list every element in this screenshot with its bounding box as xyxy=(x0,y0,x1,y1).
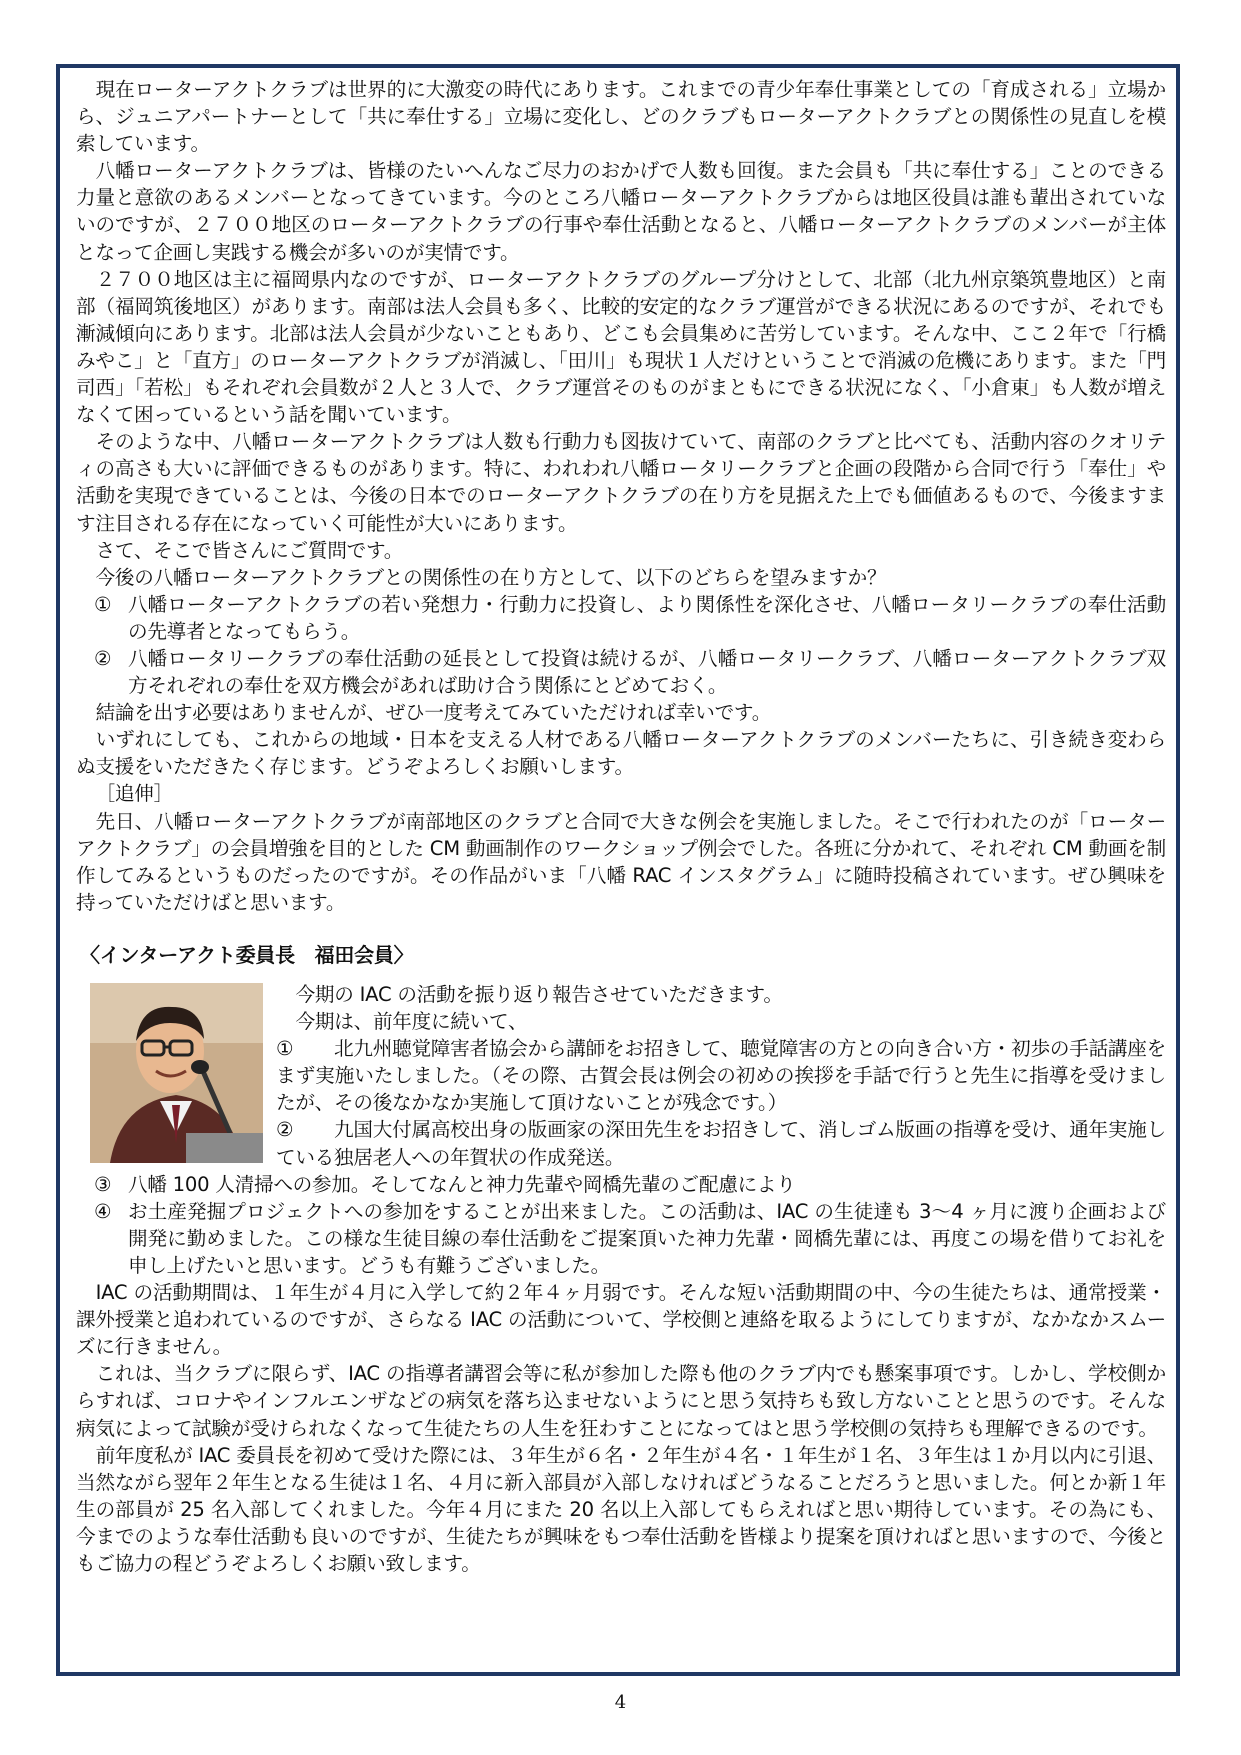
page-border-frame xyxy=(56,64,1180,1676)
activity-number: ③ xyxy=(94,1172,112,1196)
activity-number: ② xyxy=(276,1118,294,1142)
paragraph: これは、当クラブに限らず、IAC の指導者講習会等に私が参加した際も他のクラブ内でも懸案事項です。しかし、学校側からすれば、コロナやインフルエンザなどの病気を落ち込ませないようにと思う気持ちも致し方ないことと思うのです。そんな病気によって試験が受けられなくなって生徒たちの人生を狂わすことになってはと思う学校側の気持ちも理解できるのです。 xyxy=(76,1362,1166,1440)
iac-section-heading: 〈インターアクト委員長 福田会員〉 xyxy=(80,942,414,967)
option-number: ① xyxy=(94,592,112,616)
activity-text: お土産発掘プロジェクトへの参加をすることが出来ました。この活動は、IAC の生徒達も 3～4 ヶ月に渡り企画および開発に勤めました。この様な生徒目線の奉仕活動をご提案頂いた神力先輩・岡橋先輩には、再度この場を借りてお礼を申し上げたいと思います。どうも有難うございました。 xyxy=(128,1199,1166,1277)
activity-item xyxy=(276,1035,1166,1116)
iac-text-beside-photo xyxy=(276,981,1166,1171)
closing-paragraph: 結論を出す必要はありませんが、ぜひ一度考えてみていただければ幸いです。 xyxy=(95,701,772,725)
option-item xyxy=(76,591,1166,645)
paragraph: IAC の活動期間は、１年生が４月に入学して約２年４ヶ月弱です。そんな短い活動期間の中、今の生徒たちは、通常授業・課外授業と追われているのですが、さらなる IAC の活動について、学校側と連絡を取るようにしてりますが、なかなかスムーズに行きません。 xyxy=(76,1281,1166,1359)
rac-section xyxy=(76,76,1166,916)
paragraph: そのような中、八幡ローターアクトクラブは人数も行動力も図抜けていて、南部のクラブと比べても、活動内容のクオリティの高さも大いに評価できるものがあります。特に、われわれ八幡ロータリークラブと企画の段階から合同で行う「奉仕」や活動を実現できていることは、今後の日本でのローターアクトクラブの在り方を見据えた上でも価値あるもので、今後ますます注目される存在になっていく可能性が大いにあります。 xyxy=(76,430,1166,535)
page-content xyxy=(76,76,1166,1577)
activity-text: 北九州聴覚障害者協会から講師をお招きして、聴覚障害の方との向き合い方・初歩の手話講座をまず実施いたしました。（その際、古賀会長は例会の初めの挨拶を手話で行うと先生に指導を受けましたが、その後なかなか実施して頂けないことが残念です。） xyxy=(276,1037,1166,1115)
iac-section xyxy=(76,981,1166,1577)
paragraph: 前年度私が IAC 委員長を初めて受けた際には、３年生が６名・２年生が４名・１年生が１名、３年生は１か月以内に引退、当然ながら翌年２年生となる生徒は１名、４月に新入部員が入部しなければどうなることだろうと思いました。何とか新１年生の部員が 25 名入部してくれました。今年４月にまた 20 名以上入部してもらえればと思い期待しています。その為にも、今までのような奉仕活動も良いのですが、生徒たちが興味をもつ奉仕活動を皆様より提案を頂ければと思いますので、今後ともご協力の程どうぞよろしくお願い致します。 xyxy=(76,1443,1166,1575)
paragraph: 今後の八幡ローターアクトクラブとの関係性の在り方として、以下のどちらを望みますか？ xyxy=(95,565,887,589)
paragraph: 現在ローターアクトクラブは世界的に大激変の時代にあります。これまでの青少年奉仕事業としての「育成される」立場から、ジュニアパートナーとして「共に奉仕する」立場に変化し、どのクラブもローターアクトクラブとの関係性の見直しを模索しています。 xyxy=(76,78,1166,156)
speaker-photo-illustration xyxy=(90,983,263,1163)
paragraph: 今期は、前年度に続いて、 xyxy=(295,1010,528,1034)
closing-paragraph: いずれにしても、これからの地域・日本を支える人材である八幡ローターアクトクラブのメンバーたちに、引き続き変わらぬ支援をいただきたく存じます。どうぞよろしくお願いします。 xyxy=(76,728,1166,779)
activity-number: ① xyxy=(276,1037,294,1061)
page-number: 4 xyxy=(614,1692,627,1713)
activity-item xyxy=(76,1171,1166,1198)
postscript-paragraph: 先日、八幡ローターアクトクラブが南部地区のクラブと合同で大きな例会を実施しました。そこで行われたのが「ローターアクトクラブ」の会員増強を目的とした CM 動画制作のワークショップ例会でした。各班に分かれて、それぞれ CM 動画を制作してみるというものだったのですが。その作品がいま「八幡 RAC インスタグラム」に随時投稿されています。ぜひ興味を持っていただけばと思います。 xyxy=(76,809,1166,914)
paragraph: 今期の IAC の活動を振り返り報告させていただきます。 xyxy=(295,983,783,1006)
speaker-photo xyxy=(90,983,263,1163)
activity-text: 九国大付属高校出身の版画家の深田先生をお招きして、消しゴム版画の指導を受け、通年実施している独居老人への年賀状の作成発送。 xyxy=(276,1118,1166,1169)
option-text: 八幡ロータリークラブの奉仕活動の延長として投資は続けるが、八幡ロータリークラブ、八幡ローターアクトクラブ双方それぞれの奉仕を双方機会があれば助け合う関係にとどめておく。 xyxy=(128,646,1166,698)
activity-text: 八幡 100 人清掃への参加。そしてなんと神力先輩や岡橋先輩のご配慮により xyxy=(128,1172,796,1196)
option-number: ② xyxy=(94,646,112,670)
option-text: 八幡ローターアクトクラブの若い発想力・行動力に投資し、より関係性を深化させ、八幡ロータリークラブの奉仕活動の先導者となってもらう。 xyxy=(128,592,1166,643)
activity-number: ④ xyxy=(94,1199,112,1223)
postscript-label: ［追伸］ xyxy=(95,782,173,806)
activity-item xyxy=(76,1198,1166,1279)
iac-text-below-photo xyxy=(76,1171,1166,1577)
paragraph: ２７００地区は主に福岡県内なのですが、ローターアクトクラブのグループ分けとして、北部（北九州京築筑豊地区）と南部（福岡筑後地区）があります。南部は法人会員も多く、比較的安定的なクラブ運営ができる状況にあるのですが、それでも漸減傾向にあります。北部は法人会員が少ないこともあり、どこも会員集めに苦労しています。そんな中、ここ２年で「行橋みやこ」と「直方」のローターアクトクラブが消滅し、「田川」も現状１人だけということで消滅の危機にあります。また「門司西」「若松」もそれぞれ会員数が２人と３人で、クラブ運営そのものがまともにできる状況になく、「小倉東」も人数が増えなくて困っているという話を聞いています。 xyxy=(76,267,1166,427)
paragraph: 八幡ローターアクトクラブは、皆様のたいへんなご尽力のおかげで人数も回復。また会員も「共に奉仕する」ことのできる力量と意欲のあるメンバーとなってきています。今のところ八幡ローターアクトクラブからは地区役員は誰も輩出されていないのですが、２７００地区のローターアクトクラブの行事や奉仕活動となると、八幡ローターアクトクラブのメンバーが主体となって企画し実践する機会が多いのが実情です。 xyxy=(76,159,1166,264)
paragraph: さて、そこで皆さんにご質問です。 xyxy=(95,538,404,562)
option-item xyxy=(76,645,1166,699)
activity-item xyxy=(276,1116,1166,1170)
